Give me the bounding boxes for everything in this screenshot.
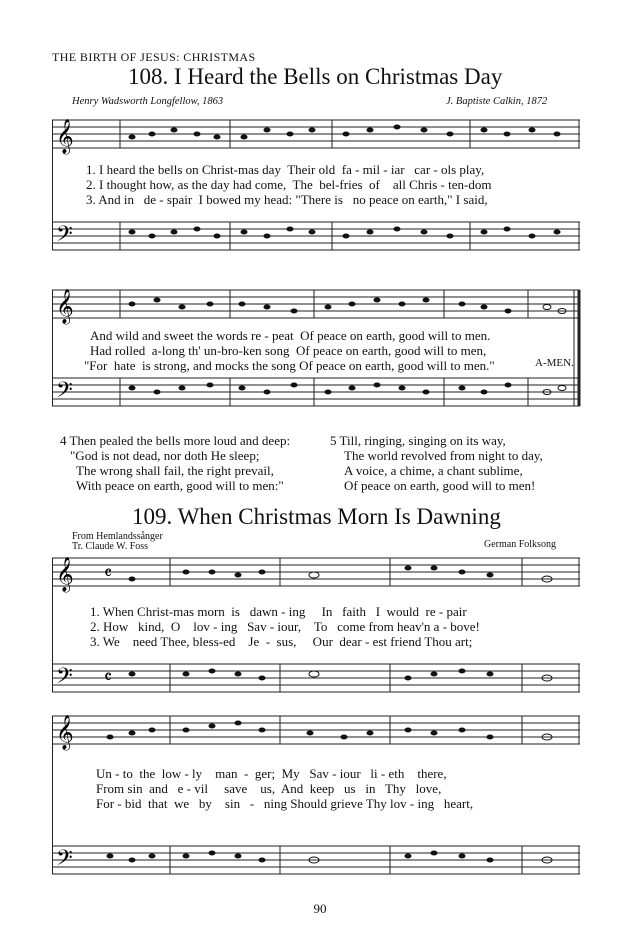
hymn-109-verse-line-1: 1. When Christ-mas morn is dawn - ing In faith I would re - pair xyxy=(90,604,467,619)
hymn-108-refrain-line-1: And wild and sweet the words re - peat Of peace on earth, good will to men. xyxy=(90,328,491,343)
svg-text:𝄞: 𝄞 xyxy=(56,119,74,154)
hymn-109-verse-line-3: 3. We need Thee, bless-ed Je - sus, Our dear - est friend Thou art; xyxy=(90,634,473,649)
svg-text:𝄞: 𝄞 xyxy=(56,289,74,324)
svg-text:𝄴: 𝄴 xyxy=(104,563,113,584)
hymn-109-translator: Tr. Claude W. Foss xyxy=(72,541,149,552)
hymn-109-tune: German Folksong xyxy=(484,539,556,550)
hymn-108-author: Henry Wadsworth Longfellow, 1863 xyxy=(72,96,224,107)
stanza-4-line-3: The wrong shall fail, the right prevail, xyxy=(76,463,274,478)
hymn-108-verse-line-3: 3. And in de - spair I bowed my head: "There is no peace on earth," I said, xyxy=(86,192,488,207)
hymn-108-verse-line-1: 1. I heard the bells on Christ-mas day Their old fa - mil - iar car - ols play, xyxy=(86,162,485,177)
hymn-109-source: From Hemlandssånger xyxy=(72,531,163,542)
svg-text:𝄴: 𝄴 xyxy=(104,667,113,688)
hymn-109-verse2-line-2: From sin and e - vil save us, And keep us in Thy love, xyxy=(96,781,442,796)
hymn-108-composer: J. Baptiste Calkin, 1872 xyxy=(446,96,548,107)
svg-text:𝄢: 𝄢 xyxy=(56,664,73,694)
hymn-108-refrain-line-2: Had rolled a-long th' un-bro-ken song Of peace on earth, good will to men, xyxy=(90,343,487,358)
svg-text:𝄞: 𝄞 xyxy=(56,557,74,592)
hymn-108-title: 108. I Heard the Bells on Christmas Day xyxy=(128,64,503,89)
page-number: 90 xyxy=(313,901,327,916)
stanza-5-line-4: Of peace on earth, good will to men! xyxy=(344,478,536,493)
amen-label: A-MEN. xyxy=(535,357,574,369)
stanza-4-line-1: 4 Then pealed the bells more loud and deep: xyxy=(60,433,291,448)
hymn-109-verse-line-2: 2. How kind, O lov - ing Sav - iour, To come from heav'n a - bove! xyxy=(90,619,480,634)
section-header: THE BIRTH OF JESUS: CHRISTMAS xyxy=(52,50,256,64)
stanza-4-line-2: "God is not dead, nor doth He sleep; xyxy=(70,448,260,463)
stanza-5-line-1: 5 Till, ringing, singing on its way, xyxy=(330,433,506,448)
svg-text:𝄢: 𝄢 xyxy=(56,222,73,252)
stanza-5-line-3: A voice, a chime, a chant sublime, xyxy=(344,463,523,478)
hymn-109-verse2-line-1: Un - to the low - ly man - ger; My Sav - iour li - eth there, xyxy=(96,766,447,781)
hymn-108-refrain-line-3: "For hate is strong, and mocks the song Of peace on earth, good will to men." xyxy=(84,358,495,373)
svg-text:𝄢: 𝄢 xyxy=(56,846,73,876)
svg-text:𝄞: 𝄞 xyxy=(56,715,74,750)
hymn-108-verse-line-2: 2. I thought how, as the day had come, The bel-fries of all Chris - ten-dom xyxy=(86,177,492,192)
svg-text:𝄢: 𝄢 xyxy=(56,378,73,408)
stanza-5-line-2: The world revolved from night to day, xyxy=(344,448,543,463)
hymn-109-verse2-line-3: For - bid that we by sin - ning Should grieve Thy lov - ing heart, xyxy=(96,796,474,811)
hymn-109-title: 109. When Christmas Morn Is Dawning xyxy=(132,504,501,529)
stanza-4-line-4: With peace on earth, good will to men:" xyxy=(76,478,284,493)
